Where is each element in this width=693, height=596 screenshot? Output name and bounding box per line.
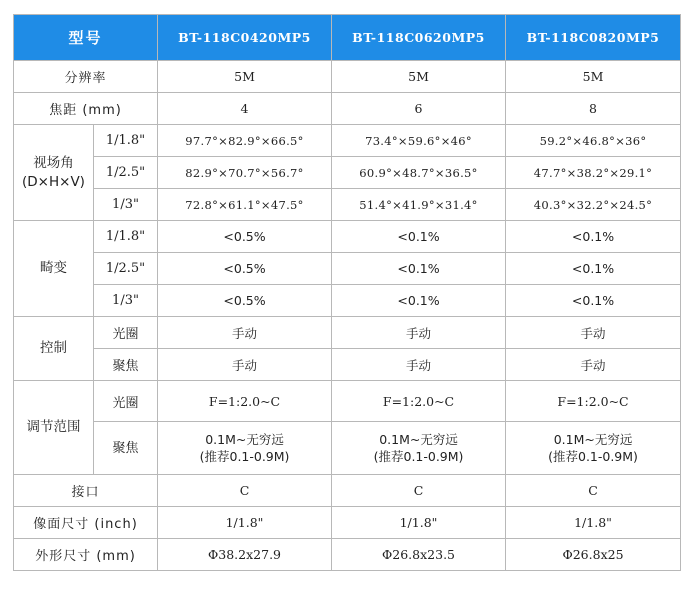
control-row: [14, 349, 681, 381]
adjust-aperture-value: F=1:2.0~C: [332, 381, 506, 422]
focus-range: 0.1M~无穷远: [553, 432, 633, 447]
focal-row: [14, 93, 681, 125]
control-value: 手动: [158, 317, 332, 349]
focus-recommend: (推荐0.1-0.9M): [199, 449, 290, 464]
model-header-3: BT-118C0820MP5: [506, 15, 681, 61]
distortion-value: <0.1%: [506, 253, 681, 285]
adjust-aperture-value: F=1:2.0~C: [158, 381, 332, 422]
focus-recommend: (推荐0.1-0.9M): [548, 449, 638, 464]
fov-row: [14, 189, 681, 221]
focal-value: 6: [332, 93, 506, 125]
adjust-focus-value: [506, 422, 681, 475]
header-row: [14, 15, 681, 61]
image-size-value: 1/1.8": [506, 507, 681, 539]
distortion-row: [14, 221, 681, 253]
lens-spec-table: [13, 14, 681, 571]
model-header-1: BT-118C0420MP5: [158, 15, 332, 61]
adjust-label: 调节范围: [14, 381, 94, 475]
mount-value: C: [332, 475, 506, 507]
model-header-2: BT-118C0620MP5: [332, 15, 506, 61]
control-value: 手动: [506, 349, 681, 381]
fov-value: 51.4°×41.9°×31.4°: [332, 189, 506, 221]
fov-sensor: 1/3": [94, 189, 158, 221]
focal-label: 焦距 (mm): [14, 93, 158, 125]
dimensions-value: Φ26.8x25: [506, 539, 681, 571]
distortion-value: <0.5%: [158, 285, 332, 317]
fov-label-line2: (D×H×V): [22, 173, 85, 190]
fov-value: 60.9°×48.7°×36.5°: [332, 157, 506, 189]
control-row: [14, 317, 681, 349]
adjust-aperture-row: [14, 381, 681, 422]
fov-value: 40.3°×32.2°×24.5°: [506, 189, 681, 221]
adjust-focus-row: [14, 422, 681, 475]
control-label: 控制: [14, 317, 94, 381]
distortion-sensor: 1/2.5": [94, 253, 158, 285]
image-size-row: [14, 507, 681, 539]
mount-value: C: [158, 475, 332, 507]
adjust-aperture-item: 光圈: [94, 381, 158, 422]
resolution-value: 5M: [158, 61, 332, 93]
distortion-sensor: 1/1.8": [94, 221, 158, 253]
image-size-value: 1/1.8": [158, 507, 332, 539]
fov-value: 97.7°×82.9°×66.5°: [158, 125, 332, 157]
control-item: 聚焦: [94, 349, 158, 381]
fov-sensor: 1/1.8": [94, 125, 158, 157]
distortion-row: [14, 253, 681, 285]
resolution-label: 分辨率: [14, 61, 158, 93]
adjust-focus-item: 聚焦: [94, 422, 158, 475]
focal-value: 4: [158, 93, 332, 125]
control-value: 手动: [158, 349, 332, 381]
focus-range: 0.1M~无穷远: [205, 432, 284, 447]
fov-row: [14, 157, 681, 189]
fov-value: 72.8°×61.1°×47.5°: [158, 189, 332, 221]
dimensions-label: 外形尺寸 (mm): [14, 539, 158, 571]
image-size-value: 1/1.8": [332, 507, 506, 539]
distortion-value: <0.5%: [158, 221, 332, 253]
control-value: 手动: [506, 317, 681, 349]
distortion-value: <0.1%: [506, 285, 681, 317]
resolution-value: 5M: [332, 61, 506, 93]
image-size-label: 像面尺寸 (inch): [14, 507, 158, 539]
fov-value: 73.4°×59.6°×46°: [332, 125, 506, 157]
distortion-value: <0.1%: [332, 221, 506, 253]
distortion-sensor: 1/3": [94, 285, 158, 317]
mount-row: [14, 475, 681, 507]
adjust-focus-value: [158, 422, 332, 475]
adjust-aperture-value: F=1:2.0~C: [506, 381, 681, 422]
distortion-label: 畸变: [14, 221, 94, 317]
focal-value: 8: [506, 93, 681, 125]
distortion-value: <0.1%: [332, 285, 506, 317]
distortion-value: <0.1%: [506, 221, 681, 253]
fov-row: [14, 125, 681, 157]
control-value: 手动: [332, 349, 506, 381]
fov-sensor: 1/2.5": [94, 157, 158, 189]
dimensions-value: Φ26.8x23.5: [332, 539, 506, 571]
focus-recommend: (推荐0.1-0.9M): [373, 449, 464, 464]
fov-label-line1: 视场角: [33, 154, 74, 171]
dimensions-value: Φ38.2x27.9: [158, 539, 332, 571]
resolution-row: [14, 61, 681, 93]
mount-label: 接口: [14, 475, 158, 507]
model-header-label: 型号: [14, 15, 158, 61]
focus-range: 0.1M~无穷远: [379, 432, 458, 447]
fov-label: [14, 125, 94, 221]
distortion-value: <0.5%: [158, 253, 332, 285]
distortion-row: [14, 285, 681, 317]
adjust-focus-value: [332, 422, 506, 475]
dimensions-row: [14, 539, 681, 571]
control-item: 光圈: [94, 317, 158, 349]
mount-value: C: [506, 475, 681, 507]
fov-value: 82.9°×70.7°×56.7°: [158, 157, 332, 189]
fov-value: 59.2°×46.8°×36°: [506, 125, 681, 157]
distortion-value: <0.1%: [332, 253, 506, 285]
fov-value: 47.7°×38.2°×29.1°: [506, 157, 681, 189]
resolution-value: 5M: [506, 61, 681, 93]
control-value: 手动: [332, 317, 506, 349]
